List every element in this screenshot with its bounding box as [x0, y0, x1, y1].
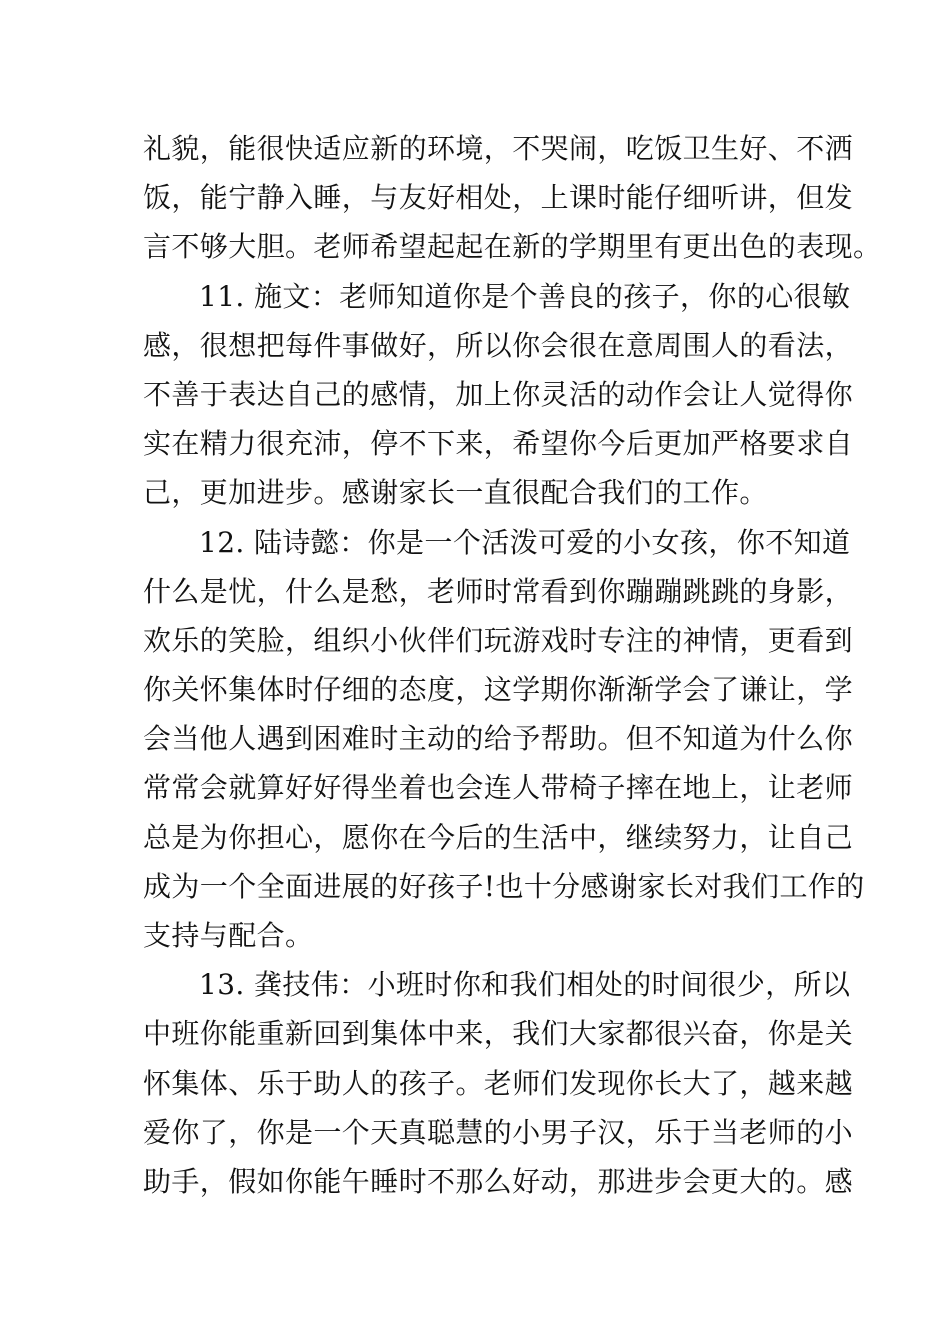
paragraph-line: 己，更加进步。感谢家长一直很配合我们的工作。 — [143, 476, 768, 510]
paragraph-line: 实在精力很充沛，停不下来，希望你今后更加严格要求自 — [143, 427, 854, 461]
paragraph-line: 欢乐的笑脸，组织小伙伴们玩游戏时专注的神情，更看到 — [143, 623, 854, 657]
paragraph-line: 助手，假如你能午睡时不那么好动，那进步会更大的。感 — [143, 1164, 854, 1198]
paragraph-line: 不善于表达自己的感情，加上你灵活的动作会让人觉得你 — [143, 377, 854, 411]
paragraph-line: 常常会就算好好得坐着也会连人带椅子摔在地上，让老师 — [143, 771, 854, 805]
document-body — [143, 124, 882, 1206]
paragraph-line: 爱你了，你是一个天真聪慧的小男子汉，乐于当老师的小 — [143, 1115, 854, 1149]
paragraph-first-line: 11. 施文：老师知道你是个善良的孩子，你的心很敏 — [199, 279, 851, 313]
paragraph-first-line: 12. 陆诗懿：你是一个活泼可爱的小女孩，你不知道 — [199, 525, 851, 559]
paragraph-line: 怀集体、乐于助人的孩子。老师们发现你长大了，越来越 — [143, 1066, 854, 1100]
paragraph-line: 饭，能宁静入睡，与友好相处，上课时能仔细听讲，但发 — [143, 181, 854, 215]
paragraph-line: 礼貌，能很快适应新的环境，不哭闹，吃饭卫生好、不洒 — [143, 132, 854, 165]
paragraph-line: 中班你能重新回到集体中来，我们大家都很兴奋，你是关 — [143, 1017, 854, 1051]
paragraph-line: 成为一个全面进展的好孩子!也十分感谢家长对我们工作的 — [143, 869, 865, 903]
paragraph-line: 会当他人遇到困难时主动的给予帮助。但不知道为什么你 — [143, 722, 854, 756]
paragraph-line: 言不够大胆。老师希望起起在新的学期里有更出色的表现。 — [143, 230, 882, 264]
paragraph-first-line: 13. 龚技伟：小班时你和我们相处的时间很少，所以 — [199, 968, 851, 1002]
paragraph-line: 什么是忧，什么是愁，老师时常看到你蹦蹦跳跳的身影， — [143, 574, 854, 608]
paragraph-line: 感，很想把每件事做好，所以你会很在意周围人的看法， — [143, 328, 854, 362]
paragraph-line: 你关怀集体时仔细的态度，这学期你渐渐学会了谦让，学 — [143, 673, 854, 707]
paragraph-line: 支持与配合。 — [143, 919, 314, 952]
paragraph-line: 总是为你担心，愿你在今后的生活中，继续努力，让自己 — [143, 820, 854, 854]
